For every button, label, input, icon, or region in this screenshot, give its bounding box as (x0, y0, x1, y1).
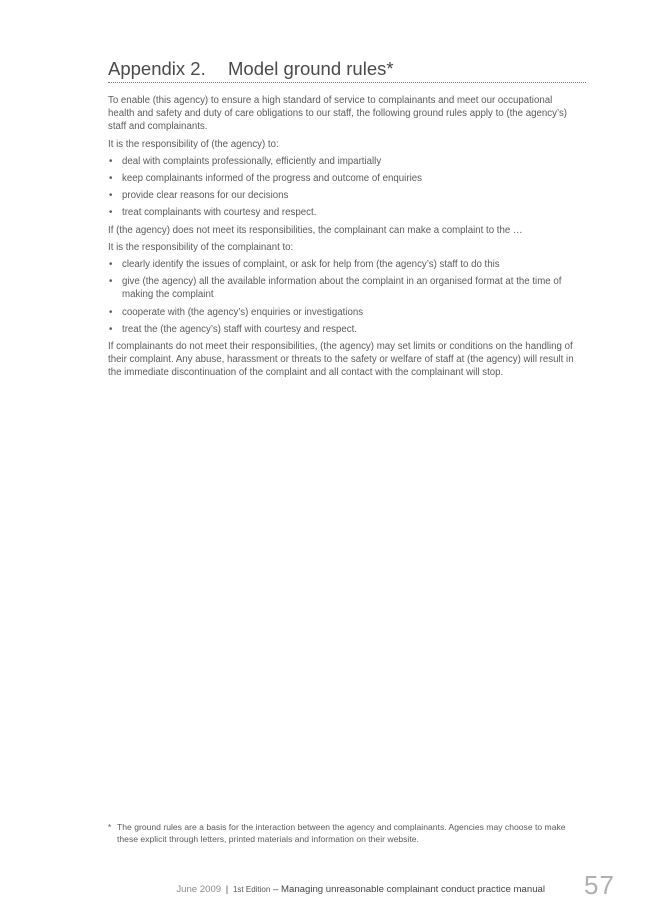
appendix-title: Model ground rules* (228, 58, 394, 79)
page-number: 57 (584, 870, 615, 900)
footnote (108, 822, 588, 845)
list-item: • give (the agency) all the available information about the complaint in an organised format at the time of making the complaint (109, 276, 562, 301)
footer-date: June 2009 (176, 884, 222, 895)
list-item: • deal with complaints professionally, efficiently and impartially (109, 155, 382, 167)
heading-divider (108, 82, 586, 83)
appendix-number: Appendix 2. (108, 58, 206, 79)
list-item: • treat the (the agency’s) staff with courtesy and respect. (109, 323, 357, 335)
footer-title: – Managing unreasonable complainant conduct practice manual (273, 884, 545, 895)
list-item: • provide clear reasons for our decisions (109, 190, 289, 202)
complainant-failure-paragraph: If complainants do not meet their responsibilities, (the agency) may set limits or conditions on the handling of their complaint. Any abuse, harassment or threats to the safety or welfare of staff at (the agency) will result in the immediate discontinuation of the complaint and all contact with the complainant will stop. (108, 341, 574, 379)
footnote-text: The ground rules are a basis for the interaction between the agency and complainants. Agencies may choose to make these explicit through letters, printed materials and information on their website. (117, 822, 566, 844)
complainant-responsibility-list (108, 258, 580, 336)
complainant-responsibility-lead: It is the responsibility of the complainant to: (108, 241, 294, 253)
agency-responsibility-list (108, 155, 580, 220)
footnote-marker: * (108, 822, 112, 832)
bullet-icon: • (109, 207, 113, 219)
footer-separator: | (225, 884, 229, 895)
bullet-icon: • (109, 155, 113, 167)
bullet-icon: • (109, 173, 113, 185)
intro-paragraph: To enable (this agency) to ensure a high standard of service to complainants and meet our occupational health and safety and duty of care obligations to our staff, the following ground rules apply to (the agency’s) staff and complainants. (108, 95, 568, 133)
bullet-icon: • (109, 306, 113, 318)
list-item: • cooperate with (the agency’s) enquiries or investigations (109, 306, 364, 318)
page-footer (0, 884, 545, 895)
agency-responsibility-lead: It is the responsibility of (the agency) to: (108, 138, 279, 150)
agency-failure-paragraph: If (the agency) does not meet its responsibilities, the complainant can make a complaint to the … (108, 224, 523, 236)
footer-edition: 1st Edition (232, 885, 271, 894)
appendix-heading (108, 58, 586, 82)
bullet-icon: • (109, 276, 113, 288)
bullet-icon: • (109, 259, 113, 271)
list-item: • keep complainants informed of the progress and outcome of enquiries (109, 173, 422, 185)
list-item: • clearly identify the issues of complaint, or ask for help from (the agency’s) staff to do this (109, 259, 500, 271)
bullet-icon: • (109, 323, 113, 335)
body-content (108, 94, 580, 384)
bullet-icon: • (109, 190, 113, 202)
list-item: • treat complainants with courtesy and respect. (109, 207, 317, 219)
